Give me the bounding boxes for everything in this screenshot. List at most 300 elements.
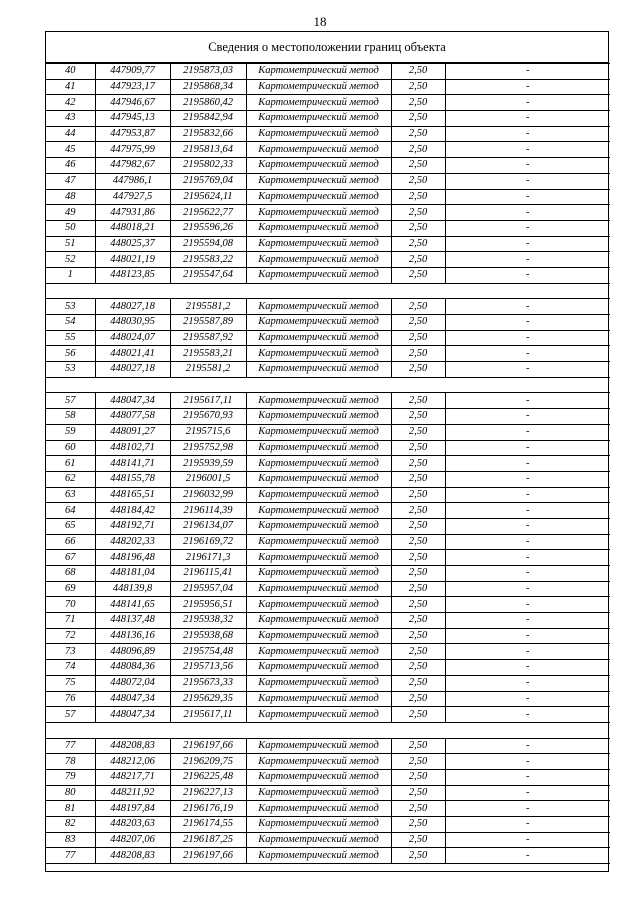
description-cell: - (445, 848, 610, 864)
description-cell: - (445, 769, 610, 785)
method-cell: Картометрический метод (246, 64, 391, 80)
accuracy-cell: 2,50 (391, 64, 445, 80)
point-number-cell: 57 (46, 393, 95, 409)
table-row (46, 346, 610, 362)
description-cell: - (445, 628, 610, 644)
point-number-cell: 68 (46, 566, 95, 582)
y-coordinate-cell: 2196032,99 (170, 487, 246, 503)
accuracy-cell: 2,50 (391, 801, 445, 817)
description-cell: - (445, 581, 610, 597)
method-cell: Картометрический метод (246, 550, 391, 566)
table-row (46, 566, 610, 582)
accuracy-cell: 2,50 (391, 220, 445, 236)
table-row (46, 126, 610, 142)
separator-cell (46, 283, 610, 299)
description-cell: - (445, 456, 610, 472)
table-row (46, 189, 610, 205)
x-coordinate-cell: 448197,84 (95, 801, 170, 817)
accuracy-cell: 2,50 (391, 440, 445, 456)
point-number-cell: 57 (46, 707, 95, 723)
point-number-cell: 50 (46, 220, 95, 236)
description-cell: - (445, 393, 610, 409)
table-row (46, 173, 610, 189)
point-number-cell: 56 (46, 346, 95, 362)
y-coordinate-cell: 2195939,59 (170, 456, 246, 472)
method-cell: Картометрический метод (246, 346, 391, 362)
description-cell: - (445, 487, 610, 503)
description-cell: - (445, 534, 610, 550)
x-coordinate-cell: 448084,36 (95, 660, 170, 676)
x-coordinate-cell: 448207,06 (95, 832, 170, 848)
x-coordinate-cell: 448123,85 (95, 267, 170, 283)
y-coordinate-cell: 2195547,64 (170, 267, 246, 283)
method-cell: Картометрический метод (246, 189, 391, 205)
point-number-cell: 74 (46, 660, 95, 676)
accuracy-cell: 2,50 (391, 173, 445, 189)
description-cell: - (445, 707, 610, 723)
x-coordinate-cell: 448208,83 (95, 738, 170, 754)
description-cell: - (445, 158, 610, 174)
accuracy-cell: 2,50 (391, 566, 445, 582)
table-row (46, 848, 610, 864)
accuracy-cell: 2,50 (391, 79, 445, 95)
table-row (46, 754, 610, 770)
y-coordinate-cell: 2196134,07 (170, 518, 246, 534)
description-cell: - (445, 79, 610, 95)
y-coordinate-cell: 2196169,72 (170, 534, 246, 550)
point-number-cell: 41 (46, 79, 95, 95)
accuracy-cell: 2,50 (391, 660, 445, 676)
table-row (46, 299, 610, 315)
table-row (46, 503, 610, 519)
accuracy-cell: 2,50 (391, 189, 445, 205)
description-cell: - (445, 173, 610, 189)
accuracy-cell: 2,50 (391, 534, 445, 550)
y-coordinate-cell: 2196187,25 (170, 832, 246, 848)
method-cell: Картометрический метод (246, 754, 391, 770)
y-coordinate-cell: 2195622,77 (170, 205, 246, 221)
accuracy-cell: 2,50 (391, 362, 445, 378)
point-number-cell: 77 (46, 848, 95, 864)
accuracy-cell: 2,50 (391, 628, 445, 644)
method-cell: Картометрический метод (246, 424, 391, 440)
point-number-cell: 1 (46, 267, 95, 283)
y-coordinate-cell: 2195957,04 (170, 581, 246, 597)
x-coordinate-cell: 448047,34 (95, 707, 170, 723)
y-coordinate-cell: 2195670,93 (170, 409, 246, 425)
method-cell: Картометрический метод (246, 817, 391, 833)
table-row (46, 79, 610, 95)
description-cell: - (445, 801, 610, 817)
point-number-cell: 45 (46, 142, 95, 158)
method-cell: Картометрический метод (246, 173, 391, 189)
y-coordinate-cell: 2196171,3 (170, 550, 246, 566)
table-row (46, 440, 610, 456)
x-coordinate-cell: 448137,48 (95, 613, 170, 629)
y-coordinate-cell: 2195832,66 (170, 126, 246, 142)
table-row (46, 534, 610, 550)
x-coordinate-cell: 447931,86 (95, 205, 170, 221)
description-cell: - (445, 660, 610, 676)
description-cell: - (445, 644, 610, 660)
point-number-cell: 80 (46, 785, 95, 801)
point-number-cell: 79 (46, 769, 95, 785)
x-coordinate-cell: 448102,71 (95, 440, 170, 456)
x-coordinate-cell: 448181,04 (95, 566, 170, 582)
y-coordinate-cell: 2196227,13 (170, 785, 246, 801)
point-number-cell: 53 (46, 299, 95, 315)
table-row (46, 252, 610, 268)
x-coordinate-cell: 448025,37 (95, 236, 170, 252)
x-coordinate-cell: 448096,89 (95, 644, 170, 660)
table-row (46, 236, 610, 252)
accuracy-cell: 2,50 (391, 613, 445, 629)
accuracy-cell: 2,50 (391, 330, 445, 346)
x-coordinate-cell: 448027,18 (95, 299, 170, 315)
y-coordinate-cell: 2195587,92 (170, 330, 246, 346)
x-coordinate-cell: 447982,67 (95, 158, 170, 174)
x-coordinate-cell: 448027,18 (95, 362, 170, 378)
x-coordinate-cell: 448091,27 (95, 424, 170, 440)
table-row (46, 707, 610, 723)
accuracy-cell: 2,50 (391, 456, 445, 472)
x-coordinate-cell: 448024,07 (95, 330, 170, 346)
table-row (46, 738, 610, 754)
y-coordinate-cell: 2195629,35 (170, 691, 246, 707)
method-cell: Картометрический метод (246, 252, 391, 268)
x-coordinate-cell: 448165,51 (95, 487, 170, 503)
accuracy-cell: 2,50 (391, 754, 445, 770)
y-coordinate-cell: 2195842,94 (170, 111, 246, 127)
accuracy-cell: 2,50 (391, 707, 445, 723)
method-cell: Картометрический метод (246, 267, 391, 283)
point-number-cell: 58 (46, 409, 95, 425)
method-cell: Картометрический метод (246, 362, 391, 378)
y-coordinate-cell: 2195617,11 (170, 707, 246, 723)
description-cell: - (445, 299, 610, 315)
x-coordinate-cell: 448018,21 (95, 220, 170, 236)
x-coordinate-cell: 447975,99 (95, 142, 170, 158)
method-cell: Картометрический метод (246, 534, 391, 550)
point-number-cell: 40 (46, 64, 95, 80)
method-cell: Картометрический метод (246, 691, 391, 707)
x-coordinate-cell: 448047,34 (95, 393, 170, 409)
x-coordinate-cell: 448077,58 (95, 409, 170, 425)
x-coordinate-cell: 448030,95 (95, 315, 170, 331)
section-title: Сведения о местоположении границ объекта (46, 32, 608, 63)
point-number-cell: 76 (46, 691, 95, 707)
y-coordinate-cell: 2195752,98 (170, 440, 246, 456)
point-number-cell: 69 (46, 581, 95, 597)
point-number-cell: 54 (46, 315, 95, 331)
table-row (46, 142, 610, 158)
accuracy-cell: 2,50 (391, 424, 445, 440)
table-row (46, 205, 610, 221)
x-coordinate-cell: 448072,04 (95, 675, 170, 691)
method-cell: Картометрический метод (246, 95, 391, 111)
method-cell: Картометрический метод (246, 409, 391, 425)
point-number-cell: 60 (46, 440, 95, 456)
description-cell: - (445, 189, 610, 205)
accuracy-cell: 2,50 (391, 550, 445, 566)
y-coordinate-cell: 2195617,11 (170, 393, 246, 409)
method-cell: Картометрический метод (246, 79, 391, 95)
description-cell: - (445, 409, 610, 425)
x-coordinate-cell: 448196,48 (95, 550, 170, 566)
description-cell: - (445, 424, 610, 440)
x-coordinate-cell: 448141,65 (95, 597, 170, 613)
point-number-cell: 64 (46, 503, 95, 519)
x-coordinate-cell: 448211,92 (95, 785, 170, 801)
description-cell: - (445, 738, 610, 754)
x-coordinate-cell: 448021,41 (95, 346, 170, 362)
point-number-cell: 53 (46, 362, 95, 378)
x-coordinate-cell: 447923,17 (95, 79, 170, 95)
separator-cell (46, 377, 610, 393)
y-coordinate-cell: 2195769,04 (170, 173, 246, 189)
method-cell: Картометрический метод (246, 613, 391, 629)
accuracy-cell: 2,50 (391, 503, 445, 519)
x-coordinate-cell: 448202,33 (95, 534, 170, 550)
x-coordinate-cell: 448021,19 (95, 252, 170, 268)
description-cell: - (445, 613, 610, 629)
y-coordinate-cell: 2195581,2 (170, 362, 246, 378)
description-cell: - (445, 126, 610, 142)
method-cell: Картометрический метод (246, 205, 391, 221)
boundary-document-frame (45, 31, 609, 872)
point-number-cell: 77 (46, 738, 95, 754)
accuracy-cell: 2,50 (391, 581, 445, 597)
description-cell: - (445, 675, 610, 691)
accuracy-cell: 2,50 (391, 346, 445, 362)
accuracy-cell: 2,50 (391, 299, 445, 315)
description-cell: - (445, 142, 610, 158)
method-cell: Картометрический метод (246, 393, 391, 409)
description-cell: - (445, 362, 610, 378)
y-coordinate-cell: 2195813,64 (170, 142, 246, 158)
table-row (46, 409, 610, 425)
point-number-cell: 48 (46, 189, 95, 205)
y-coordinate-cell: 2196115,41 (170, 566, 246, 582)
table-row (46, 158, 610, 174)
accuracy-cell: 2,50 (391, 675, 445, 691)
description-cell: - (445, 440, 610, 456)
point-number-cell: 59 (46, 424, 95, 440)
description-cell: - (445, 330, 610, 346)
method-cell: Картометрический метод (246, 738, 391, 754)
accuracy-cell: 2,50 (391, 471, 445, 487)
accuracy-cell: 2,50 (391, 315, 445, 331)
point-number-cell: 72 (46, 628, 95, 644)
point-number-cell: 70 (46, 597, 95, 613)
description-cell: - (445, 691, 610, 707)
table-row (46, 267, 610, 283)
x-coordinate-cell: 448217,71 (95, 769, 170, 785)
method-cell: Картометрический метод (246, 660, 391, 676)
point-number-cell: 81 (46, 801, 95, 817)
table-row (46, 597, 610, 613)
point-number-cell: 73 (46, 644, 95, 660)
method-cell: Картометрический метод (246, 236, 391, 252)
point-number-cell: 42 (46, 95, 95, 111)
method-cell: Картометрический метод (246, 142, 391, 158)
method-cell: Картометрический метод (246, 848, 391, 864)
description-cell: - (445, 315, 610, 331)
group-separator-row (46, 377, 610, 393)
x-coordinate-cell: 448047,34 (95, 691, 170, 707)
accuracy-cell: 2,50 (391, 848, 445, 864)
accuracy-cell: 2,50 (391, 597, 445, 613)
accuracy-cell: 2,50 (391, 738, 445, 754)
point-number-cell: 66 (46, 534, 95, 550)
accuracy-cell: 2,50 (391, 111, 445, 127)
table-row (46, 330, 610, 346)
x-coordinate-cell: 447945,13 (95, 111, 170, 127)
description-cell: - (445, 267, 610, 283)
table-row (46, 471, 610, 487)
table-row (46, 817, 610, 833)
x-coordinate-cell: 448141,71 (95, 456, 170, 472)
accuracy-cell: 2,50 (391, 205, 445, 221)
point-number-cell: 51 (46, 236, 95, 252)
accuracy-cell: 2,50 (391, 817, 445, 833)
table-row (46, 111, 610, 127)
y-coordinate-cell: 2196197,66 (170, 848, 246, 864)
table-row (46, 487, 610, 503)
accuracy-cell: 2,50 (391, 142, 445, 158)
method-cell: Картометрический метод (246, 769, 391, 785)
method-cell: Картометрический метод (246, 628, 391, 644)
y-coordinate-cell: 2195938,68 (170, 628, 246, 644)
y-coordinate-cell: 2195581,2 (170, 299, 246, 315)
table-row (46, 691, 610, 707)
method-cell: Картометрический метод (246, 330, 391, 346)
table-row (46, 628, 610, 644)
description-cell: - (445, 832, 610, 848)
y-coordinate-cell: 2195868,34 (170, 79, 246, 95)
point-number-cell: 44 (46, 126, 95, 142)
point-number-cell: 43 (46, 111, 95, 127)
description-cell: - (445, 566, 610, 582)
x-coordinate-cell: 448208,83 (95, 848, 170, 864)
accuracy-cell: 2,50 (391, 158, 445, 174)
description-cell: - (445, 785, 610, 801)
table-row (46, 362, 610, 378)
point-number-cell: 49 (46, 205, 95, 221)
y-coordinate-cell: 2195873,03 (170, 64, 246, 80)
point-number-cell: 61 (46, 456, 95, 472)
y-coordinate-cell: 2195713,56 (170, 660, 246, 676)
x-coordinate-cell: 447986,1 (95, 173, 170, 189)
method-cell: Картометрический метод (246, 471, 391, 487)
description-cell: - (445, 205, 610, 221)
method-cell: Картометрический метод (246, 707, 391, 723)
group-separator-row (46, 722, 610, 738)
point-number-cell: 82 (46, 817, 95, 833)
y-coordinate-cell: 2196225,48 (170, 769, 246, 785)
x-coordinate-cell: 448184,42 (95, 503, 170, 519)
y-coordinate-cell: 2195956,51 (170, 597, 246, 613)
y-coordinate-cell: 2195860,42 (170, 95, 246, 111)
method-cell: Картометрический метод (246, 126, 391, 142)
y-coordinate-cell: 2195624,11 (170, 189, 246, 205)
method-cell: Картометрический метод (246, 487, 391, 503)
coordinates-table (46, 63, 610, 864)
description-cell: - (445, 236, 610, 252)
table-row (46, 613, 610, 629)
x-coordinate-cell: 448136,16 (95, 628, 170, 644)
description-cell: - (445, 111, 610, 127)
y-coordinate-cell: 2195938,32 (170, 613, 246, 629)
y-coordinate-cell: 2195594,08 (170, 236, 246, 252)
table-row (46, 550, 610, 566)
accuracy-cell: 2,50 (391, 393, 445, 409)
y-coordinate-cell: 2195715,6 (170, 424, 246, 440)
point-number-cell: 52 (46, 252, 95, 268)
point-number-cell: 63 (46, 487, 95, 503)
group-separator-row (46, 283, 610, 299)
table-row (46, 581, 610, 597)
table-row (46, 675, 610, 691)
method-cell: Картометрический метод (246, 111, 391, 127)
table-row (46, 801, 610, 817)
table-row (46, 64, 610, 80)
method-cell: Картометрический метод (246, 832, 391, 848)
x-coordinate-cell: 447909,77 (95, 64, 170, 80)
x-coordinate-cell: 448192,71 (95, 518, 170, 534)
description-cell: - (445, 518, 610, 534)
accuracy-cell: 2,50 (391, 518, 445, 534)
accuracy-cell: 2,50 (391, 236, 445, 252)
x-coordinate-cell: 448139,8 (95, 581, 170, 597)
point-number-cell: 67 (46, 550, 95, 566)
y-coordinate-cell: 2196174,55 (170, 817, 246, 833)
point-number-cell: 47 (46, 173, 95, 189)
point-number-cell: 78 (46, 754, 95, 770)
method-cell: Картометрический метод (246, 299, 391, 315)
method-cell: Картометрический метод (246, 675, 391, 691)
method-cell: Картометрический метод (246, 644, 391, 660)
accuracy-cell: 2,50 (391, 487, 445, 503)
y-coordinate-cell: 2195587,89 (170, 315, 246, 331)
y-coordinate-cell: 2196114,39 (170, 503, 246, 519)
description-cell: - (445, 597, 610, 613)
method-cell: Картометрический метод (246, 566, 391, 582)
x-coordinate-cell: 448212,06 (95, 754, 170, 770)
accuracy-cell: 2,50 (391, 644, 445, 660)
point-number-cell: 83 (46, 832, 95, 848)
table-row (46, 456, 610, 472)
y-coordinate-cell: 2195596,26 (170, 220, 246, 236)
description-cell: - (445, 550, 610, 566)
accuracy-cell: 2,50 (391, 785, 445, 801)
point-number-cell: 65 (46, 518, 95, 534)
method-cell: Картометрический метод (246, 220, 391, 236)
description-cell: - (445, 503, 610, 519)
table-row (46, 769, 610, 785)
y-coordinate-cell: 2195754,48 (170, 644, 246, 660)
x-coordinate-cell: 447953,87 (95, 126, 170, 142)
y-coordinate-cell: 2196001,5 (170, 471, 246, 487)
y-coordinate-cell: 2195802,33 (170, 158, 246, 174)
y-coordinate-cell: 2196197,66 (170, 738, 246, 754)
point-number-cell: 71 (46, 613, 95, 629)
table-row (46, 832, 610, 848)
y-coordinate-cell: 2195673,33 (170, 675, 246, 691)
y-coordinate-cell: 2195583,22 (170, 252, 246, 268)
method-cell: Картометрический метод (246, 158, 391, 174)
method-cell: Картометрический метод (246, 801, 391, 817)
